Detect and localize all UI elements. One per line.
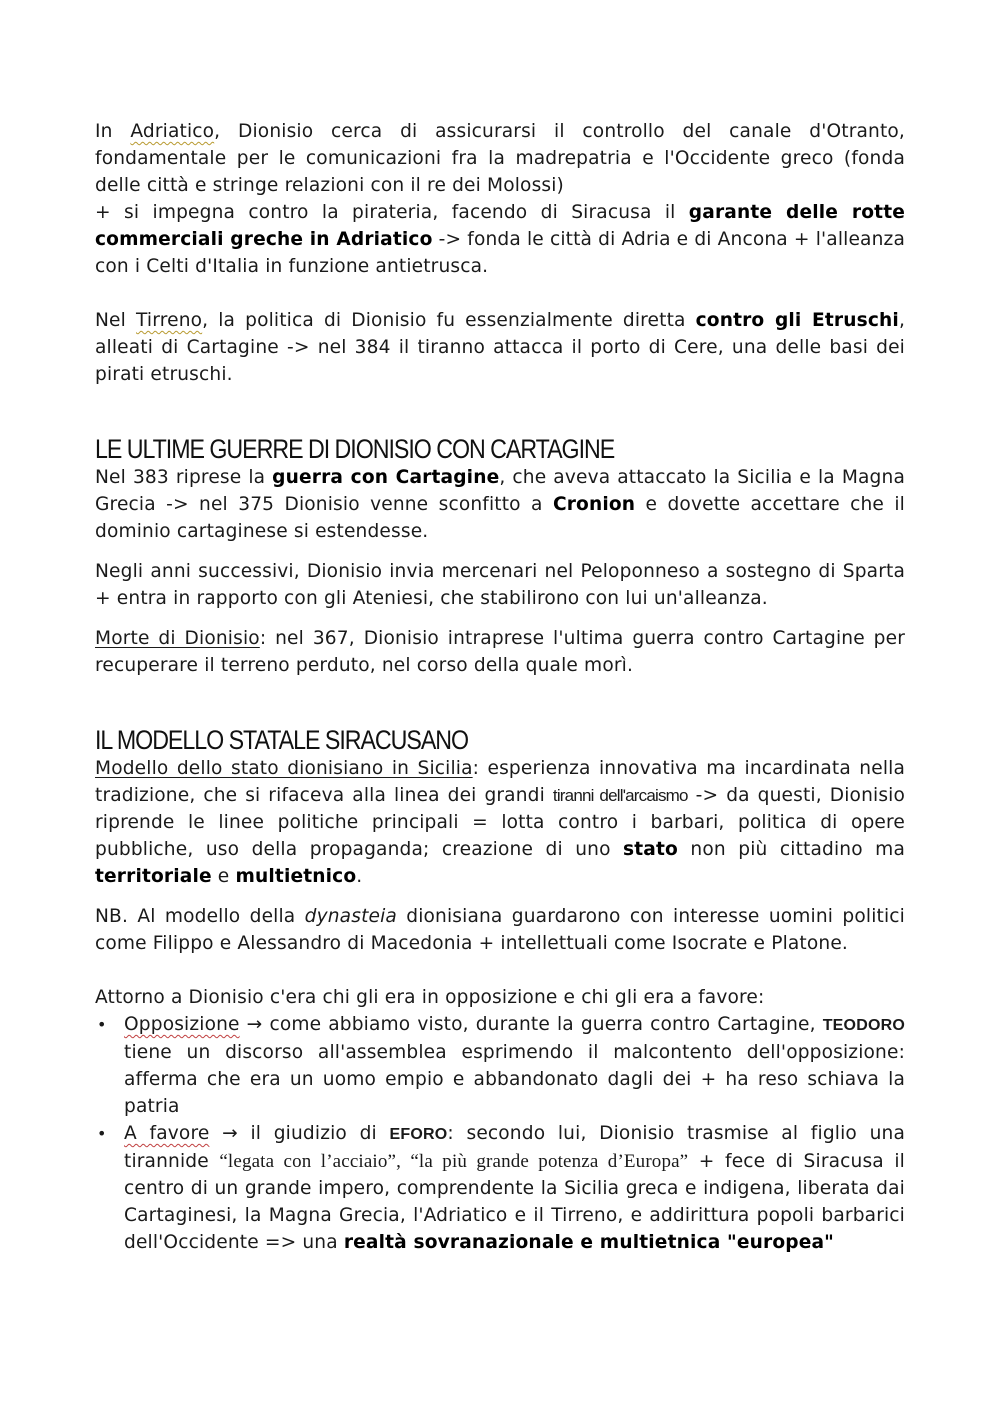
text: , Dionisio cerca di assicurarsi il controllo del canale d'Otranto, fondamentale per le comunicazioni fra la madrepatria e l'Occidente greco (fonda delle città e stringe relazioni con il re dei Molossi) [95,121,905,196]
bullet-list [95,1011,905,1256]
bullet-icon: • [97,1015,107,1034]
bold-term: realtà sovranazionale e multietnica "europea" [343,1232,834,1253]
text: In [95,121,131,142]
bold-term: stato [623,839,678,860]
text: tiene un discorso all'assemblea esprimendo il malcontento dell'opposizione: afferma che era un uomo empio e abbandonato dagli dei + ha reso schiava la patria [124,1042,905,1117]
paragraph-attorno: Attorno a Dionisio c'era chi gli era in opposizione e chi gli era a favore: [95,987,765,1008]
text: NB. Al modello della [95,906,305,927]
paragraph-morte [95,625,905,679]
arrow-right-icon: → [239,1014,270,1035]
paragraph-tirreno [95,307,905,388]
name-term: TEODORO [822,1017,905,1034]
bold-term: territoriale [95,866,212,887]
bold-term: garante delle rotte commerciali greche in Adriatico [95,202,906,250]
bold-term: multietnico [235,866,357,887]
handwritten-term: tiranni dell'arcaismo [552,786,688,805]
text: : nel 367, Dionisio intraprese l'ultima guerra contro Cartagine per recuperare il terreno perduto, nel corso della quale morì. [95,628,906,676]
text: . [356,866,363,887]
text: e dovette accettare che il dominio cartaginese si estendesse. [95,494,905,542]
paragraph-adriatico [95,118,905,199]
list-item-opposizione [95,1011,905,1120]
quotation: “legata con l’acciaio”, “la più grande potenza d’Europa” [219,1151,689,1172]
paragraph-guerra-cartagine [95,464,905,545]
underlined-term: Morte di Dionisio [95,628,260,649]
text: non più cittadino ma [677,839,905,860]
bold-term: contro gli Etruschi [695,310,899,331]
text: : secondo lui, Dionisio trasmise al figlio una tirannide [124,1123,905,1172]
name-term: EFORO [389,1126,448,1143]
bullet-icon: • [97,1124,107,1143]
paragraph-anni-successivi: Negli anni successivi, Dionisio invia mercenari nel Peloponneso a sostegno di Sparta + entra in rapporto con gli Ateniesi, che stabilirono con lui un'alleanza. [95,561,905,609]
list-item-favore [95,1120,905,1256]
text: e [211,866,236,887]
underlined-term: Modello dello stato dionisiano in Sicilia [95,758,473,779]
text: , la politica di Dionisio fu essenzialmente diretta [202,310,696,331]
text: come abbiamo visto, durante la guerra contro Cartagine, [269,1014,823,1035]
section-heading-guerre: LE ULTIME GUERRE DI DIONISIO CON CARTAGINE [95,434,615,464]
text: : esperienza innovativa ma incardinata nella tradizione, che si rifaceva alla linea dei grandi [95,758,905,806]
text: il giudizio di [250,1123,390,1144]
text: + si impegna contro la pirateria, facendo di Siracusa il [95,202,689,223]
text: -> fonda le città di Adria e di Ancona + l'alleanza con i Celti d'Italia in funzione antietrusca. [95,229,905,277]
text: Nel 383 riprese la [95,467,273,488]
paragraph-nb [95,903,905,957]
paragraph-pirateria [95,199,905,280]
section-heading-modello: IL MODELLO STATALE SIRACUSANO [95,725,469,755]
text: , alleati di Cartagine -> nel 384 il tiranno attacca il porto di Cere, una delle basi dei pirati etruschi. [95,310,906,385]
italic-term: dynasteia [304,906,397,927]
underlined-term: Adriatico [130,121,215,142]
text: , che aveva attaccato la Sicilia e la Magna Grecia -> nel 375 Dionisio venne sconfitto a [95,467,905,515]
text: dionisiana guardarono con interesse uomini politici come Filippo e Alessandro di Macedonia + intellettuali come Isocrate e Platone. [95,906,905,954]
text: Nel [95,310,136,331]
underlined-term: A favore [124,1123,210,1144]
underlined-term: Opposizione [124,1014,240,1035]
bold-term: guerra con Cartagine [272,467,500,488]
paragraph-modello [95,755,905,890]
text: + fece di Siracusa il centro di un grande impero, comprendente la Sicilia greca e indigena, liberata dai Cartaginesi, la Magna Grecia, l'Adriatico e il Tirreno, e addirittura popoli barbarici dell'Occidente => una [124,1151,905,1253]
bold-term: Cronion [552,494,636,515]
text: -> da questi, Dionisio riprende le linee politiche principali = lotta contro i barbari, politica di opere pubbliche, uso della propaganda; creazione di uno [95,785,905,860]
underlined-term: Tirreno [136,310,203,331]
arrow-right-icon: → [209,1123,251,1144]
